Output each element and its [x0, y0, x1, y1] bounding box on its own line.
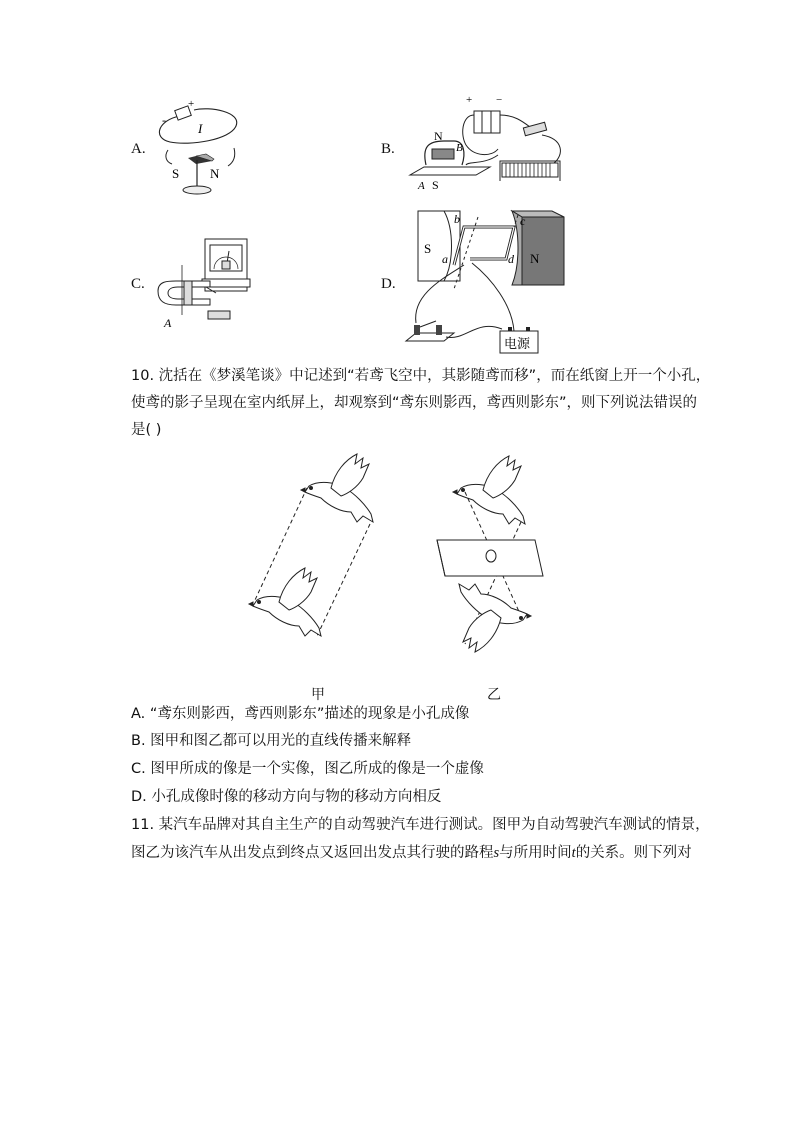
option-b-figure: [404, 95, 574, 195]
bird-object: [453, 456, 525, 524]
q10-stem-line1: 10. 沈括在《梦溪笔谈》中记述到“若鸢飞空中，其影随鸢而移”，而在纸窗上开一个小孔，: [131, 368, 711, 384]
label-plus: +: [466, 95, 473, 106]
label-north: N: [434, 129, 443, 143]
option-d-figure: [402, 209, 574, 357]
option-a-figure: [150, 98, 250, 200]
figure-jia-caption: 甲: [311, 687, 325, 703]
q10-option-d: D. 小孔成像时像的移动方向与物的移动方向相反: [131, 789, 442, 805]
bird-top: [301, 454, 373, 522]
label-plus: +: [188, 98, 195, 110]
q10-option-a: A. “鸢东则影西，鸢西则影东”描述的现象是小孔成像: [131, 706, 470, 722]
figure-yi-pinhole: [435, 448, 550, 663]
label-a: a: [442, 252, 448, 266]
option-a-letter: A.: [131, 141, 146, 157]
q10-stem-line3: 是( ): [131, 422, 162, 438]
figure-yi-caption: 乙: [487, 687, 501, 703]
bird-image: [459, 584, 531, 652]
option-c-letter: C.: [131, 276, 145, 292]
q11-line1: 11. 某汽车品牌对其自主生产的自动驾驶汽车进行测试。图甲为自动驾驶汽车测试的情景，: [131, 817, 710, 833]
q11-line2: [131, 843, 692, 863]
label-north: N: [210, 166, 220, 181]
label-a: A: [164, 316, 172, 330]
bird-bottom: [249, 568, 321, 636]
q10-stem-line2: 使鸢的影子呈现在室内纸屏上，却观察到“鸢东则影西，鸢西则影东”，则下列说法错误的: [131, 395, 698, 411]
label-north: N: [530, 251, 540, 266]
figure-jia-birds: [245, 450, 380, 645]
label-south: S: [172, 166, 180, 181]
label-minus: −: [496, 95, 503, 106]
label-b: B: [456, 142, 463, 154]
label-b: b: [454, 212, 460, 226]
option-d-letter: D.: [381, 276, 396, 292]
label-a: A: [418, 180, 425, 192]
symbol-t: t: [571, 845, 576, 861]
label-c: c: [520, 214, 526, 228]
label-d: d: [508, 252, 514, 266]
label-south: S: [432, 178, 439, 192]
label-power-supply: 电源: [504, 337, 531, 352]
option-c-figure: [150, 235, 255, 330]
label-current: I: [198, 121, 203, 136]
option-b-letter: B.: [381, 141, 395, 157]
q11-line2-part1: 图乙为该汽车从出发点到终点又返回出发点其行驶的路程: [131, 845, 494, 861]
symbol-s: s: [493, 845, 500, 861]
q10-option-c: C. 图甲所成的像是一个实像，图乙所成的像是一个虚像: [131, 761, 484, 777]
q11-line2-part3: 的关系。则下列对: [575, 845, 692, 861]
label-minus: -: [162, 113, 166, 127]
q11-line2-part2: 与所用时间: [499, 845, 572, 861]
q10-option-b: B. 图甲和图乙都可以用光的直线传播来解释: [131, 733, 412, 749]
label-south: S: [424, 241, 432, 256]
